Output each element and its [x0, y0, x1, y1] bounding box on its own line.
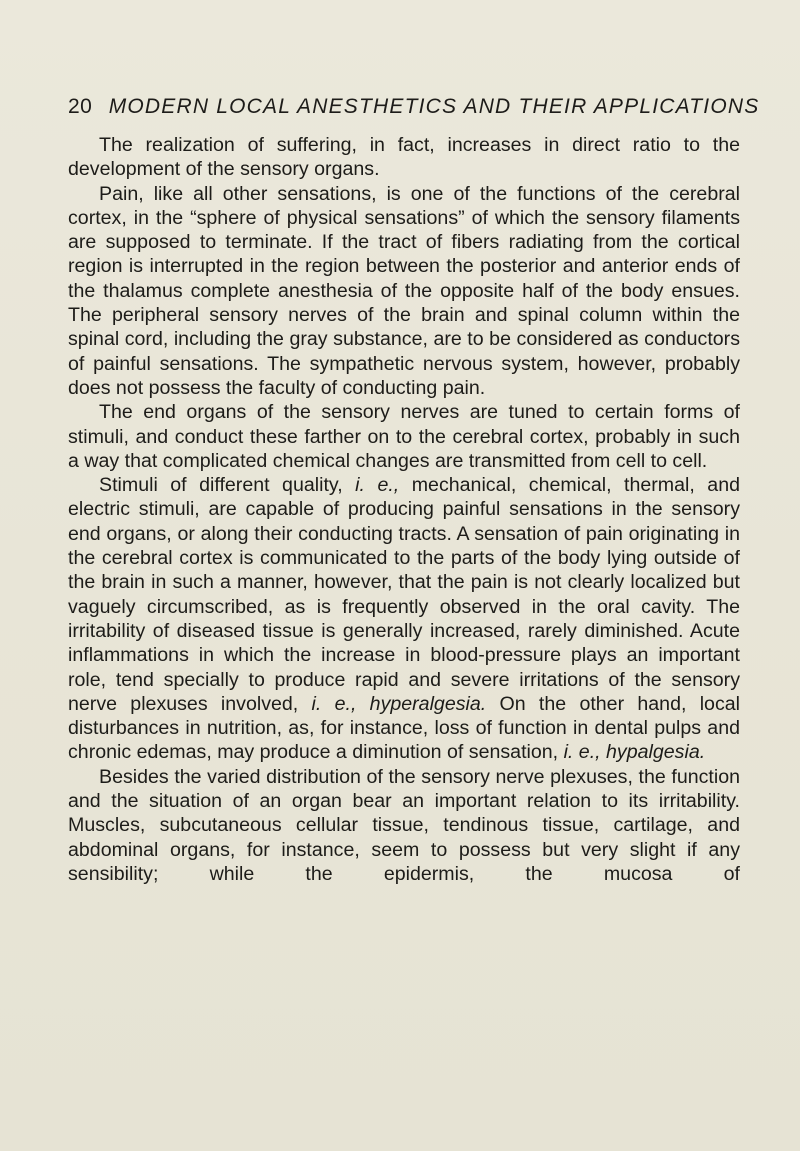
paragraph-4: [68, 473, 740, 765]
paragraph-1: The realization of suffering, in fact, increases in direct ratio to the development of the sensory organs.: [68, 134, 740, 181]
hyperalgesia-term: i. e., hyperalgesia.: [311, 692, 487, 715]
paragraph-2: Pain, like all other sensations, is one of the functions of the cerebral cortex, in the “sphere of physical sensations” of which the sensory filaments are supposed to terminate. If the tract of fibers radiating from the cortical region is interrupted in the region between the posterior and anterior ends of the thalamus complete anesthesia of the opposite half of the body ensues. The peripheral sensory nerves of the brain and spinal column within the spinal cord, including the gray substance, are to be considered as conductors of painful sensations. The sympathetic nervous system, however, probably does not possess the faculty of conducting pain.: [68, 182, 740, 399]
paragraph-3: The end organs of the sensory nerves are tuned to certain forms of stimuli, and conduct these farther on to the cerebral cortex, probably in such a way that complicated chemical changes are transmitted from cell to cell.: [68, 401, 740, 472]
paragraph-4-part-2: mechanical, chemical, thermal, and electric stimuli, are capable of producing painful sensations in the sensory end organs, or along their conducting tracts. A sensation of pain originating in the cerebral cortex is communicated to the parts of the body lying outside of the brain in such a manner, however, that the pain is not clearly localized but vaguely circumscribed, as is frequently observed in the oral cavity. The irritability of diseased tissue is generally increased, rarely diminished. Acute inflammations in which the increase in blood-pressure plays an important role, tend specially to produce rapid and severe irritations of the sensory nerve plexuses involved,: [68, 474, 740, 715]
hypalgesia-term: i. e., hypalgesia.: [563, 741, 706, 764]
body-text: [68, 133, 740, 886]
paragraph-4-part-1: Stimuli of different quality,: [99, 474, 356, 497]
paragraph-4-part-3: On the other hand, local disturbances in nutrition, as, for instance, loss of function in dental pulps and chronic edemas, may produce a diminution of sensation,: [68, 692, 740, 764]
running-title: MODERN LOCAL ANESTHETICS AND THEIR APPLICATIONS: [108, 95, 760, 118]
page-number: 20: [68, 95, 93, 118]
paragraph-5: Besides the varied distribution of the sensory nerve plexuses, the function and the situation of an organ bear an important relation to its irritability. Muscles, subcutaneous cellular tissue, tendinous tissue, cartilage, and abdominal organs, for instance, seem to possess but very slight if any sensibility; while the epidermis, the mucosa of: [68, 765, 740, 885]
ie-abbreviation: i. e.,: [355, 474, 400, 497]
running-header: [68, 92, 760, 122]
